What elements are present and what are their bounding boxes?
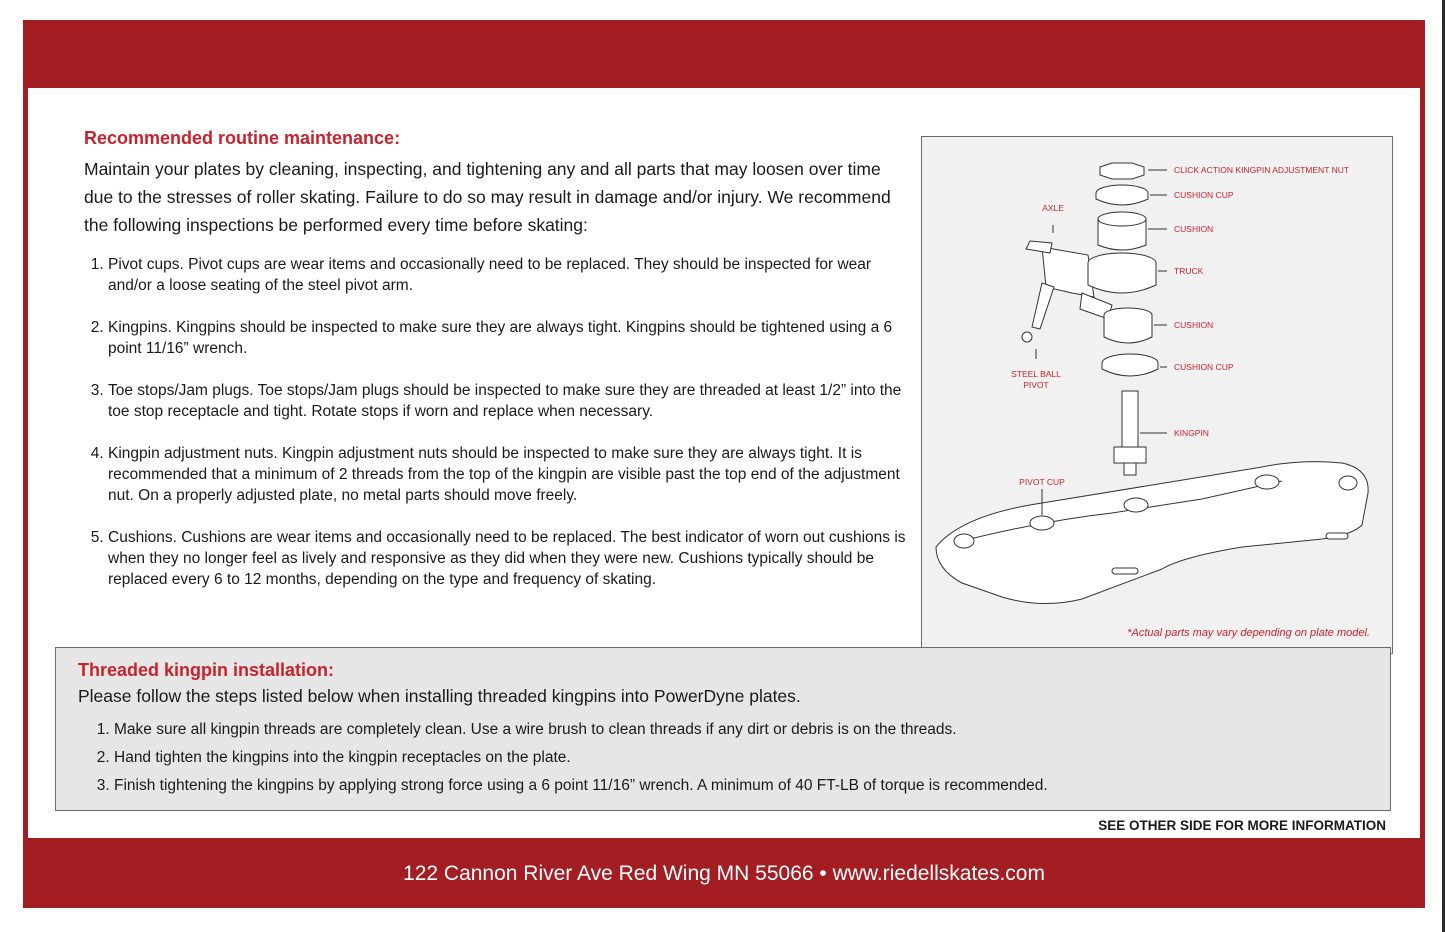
label-steel-ball: STEEL BALL — [1011, 369, 1061, 379]
list-item: 2. Kingpins. Kingpins should be inspected to make sure they are always tight. Kingpins should be tightened using a 6 point 11/16” wrench. — [108, 317, 908, 359]
page-sheet — [23, 20, 1425, 908]
exploded-plate-illustration — [922, 137, 1392, 653]
diagram-note: *Actual parts may vary depending on plate model. — [1127, 627, 1370, 639]
list-item: 1. Pivot cups. Pivot cups are wear items and occasionally need to be replaced. They should be inspected for wear and/or a loose seating of the steel pivot arm. — [108, 254, 908, 296]
list-item: 1. Make sure all kingpin threads are completely clean. Use a wire brush to clean threads if any dirt or debris is on the threads. — [114, 720, 1048, 748]
kingpin-shape — [1122, 391, 1138, 447]
label-adjustment-nut: CLICK ACTION KINGPIN ADJUSTMENT NUT — [1174, 165, 1350, 175]
label-cushion-top: CUSHION — [1174, 224, 1214, 234]
list-item: 5. Cushions. Cushions are wear items and occasionally need to be replaced. The best indicator of worn out cushions is when they no longer feel as lively and responsive as they did when they were new. Cushions typically should be replaced every 6 to 12 months, depending on the type and frequency of skating. — [108, 527, 908, 590]
label-kingpin: KINGPIN — [1174, 428, 1209, 438]
adjustment-nut-shape — [1100, 163, 1144, 179]
label-axle: AXLE — [1042, 203, 1064, 213]
list-item: 2. Hand tighten the kingpins into the kingpin receptacles on the plate. — [114, 748, 1048, 776]
label-cushion-cup-bottom: CUSHION CUP — [1174, 362, 1234, 372]
label-pivot-cup: PIVOT CUP — [1019, 477, 1065, 487]
kingpin-install-box — [55, 647, 1391, 811]
maintenance-intro: Maintain your plates by cleaning, inspecting, and tightening any and all parts that may loosen over time due to the stresses of roller skating. Failure to do so may result in damage and/or injury. We recommend the following inspections be performed every time before skating: — [84, 159, 891, 235]
maintenance-heading: Recommended routine maintenance: — [84, 128, 401, 148]
content-panel — [28, 88, 1420, 838]
label-cushion-cup-top: CUSHION CUP — [1174, 190, 1234, 200]
list-item: 3. Finish tightening the kingpins by applying strong force using a 6 point 11/16” wrench. A minimum of 40 FT-LB of torque is recommended. — [114, 776, 1048, 804]
label-truck: TRUCK — [1174, 266, 1204, 276]
maintenance-list — [84, 254, 908, 611]
kingpin-steps-list — [90, 720, 1048, 804]
label-pivot: PIVOT — [1023, 380, 1049, 390]
kingpin-install-heading: Threaded kingpin installation: — [78, 660, 335, 680]
list-item: 4. Kingpin adjustment nuts. Kingpin adjustment nuts should be inspected to make sure they are always tight. It is recommended that a minimum of 2 threads from the top of the kingpin are visible past the top end of the adjustment nut. On a properly adjusted plate, no metal parts should move freely. — [108, 443, 908, 506]
footer-address: 122 Cannon River Ave Red Wing MN 55066 • www.riedellskates.com — [403, 862, 1045, 885]
label-cushion-bottom: CUSHION — [1174, 320, 1214, 330]
kingpin-install-intro: Please follow the steps listed below when installing threaded kingpins into PowerDyne plates. — [78, 686, 801, 706]
list-item: 3. Toe stops/Jam plugs. Toe stops/Jam plugs should be inspected to make sure they are threaded at least 1/2” into the toe stop receptacle and tight. Rotate stops if worn and replace when necessary. — [108, 380, 908, 422]
plate-shape — [936, 462, 1368, 604]
parts-diagram — [921, 136, 1393, 654]
see-other-side-note: SEE OTHER SIDE FOR MORE INFORMATION — [1098, 818, 1386, 833]
maintenance-section — [84, 128, 904, 239]
